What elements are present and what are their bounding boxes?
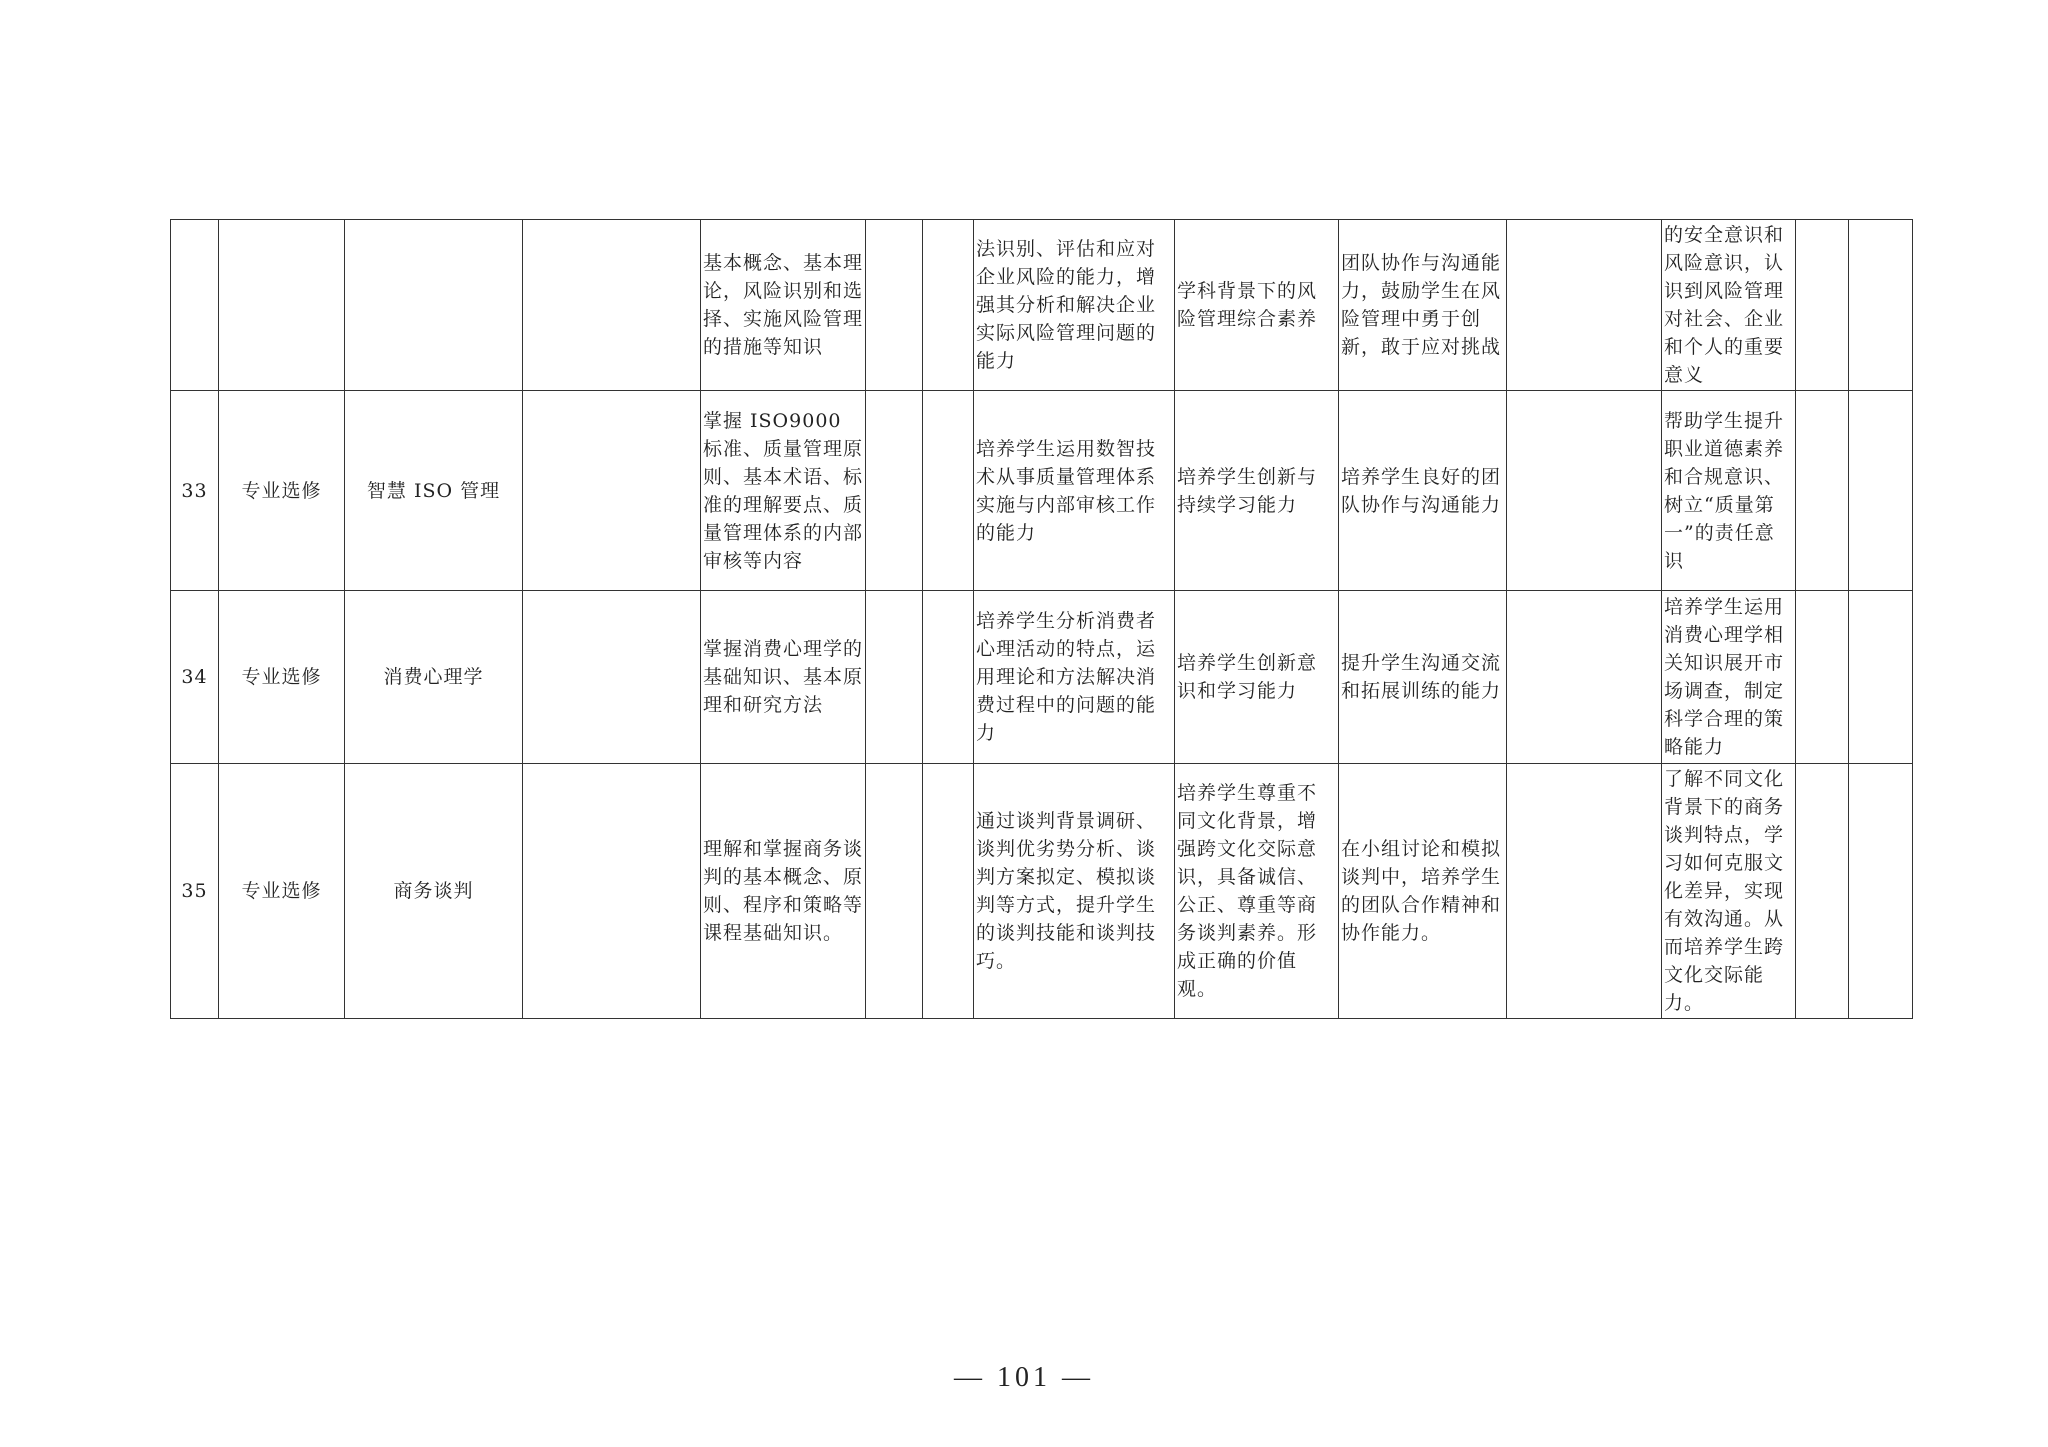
empty-cell: [1849, 591, 1913, 764]
course-number-cell: 35: [171, 764, 219, 1019]
course-number-cell: 33: [171, 391, 219, 591]
empty-cell: [1507, 764, 1662, 1019]
course-type-cell: 专业选修: [219, 591, 345, 764]
course-name-cell: 商务谈判: [345, 764, 523, 1019]
empty-cell: [1796, 591, 1849, 764]
table-row: [171, 591, 1913, 764]
table-row: [171, 220, 1913, 391]
empty-cell: [523, 391, 701, 591]
ideology-goal-cell: 帮助学生提升职业道德素养和合规意识、树立“质量第一”的责任意识: [1662, 391, 1796, 591]
quality-goal-cell: 培养学生创新与持续学习能力: [1175, 391, 1339, 591]
course-number-cell: 34: [171, 591, 219, 764]
knowledge-goal-cell: 掌握 ISO9000 标准、质量管理原则、基本术语、标准的理解要点、质量管理体系的内部审核等内容: [701, 391, 866, 591]
empty-cell: [523, 764, 701, 1019]
course-type-cell: 专业选修: [219, 764, 345, 1019]
course-type-cell: 专业选修: [219, 391, 345, 591]
course-number-cell: [171, 220, 219, 391]
teamwork-goal-cell: 在小组讨论和模拟谈判中，培养学生的团队合作精神和协作能力。: [1339, 764, 1507, 1019]
empty-cell: [1507, 220, 1662, 391]
ability-goal-cell: 法识别、评估和应对企业风险的能力，增强其分析和解决企业实际风险管理问题的能力: [974, 220, 1175, 391]
teamwork-goal-cell: 团队协作与沟通能力，鼓励学生在风险管理中勇于创新，敢于应对挑战: [1339, 220, 1507, 391]
course-type-cell: [219, 220, 345, 391]
table-row: [171, 391, 1913, 591]
quality-goal-cell: 培养学生创新意识和学习能力: [1175, 591, 1339, 764]
empty-cell: [1849, 764, 1913, 1019]
empty-cell: [1507, 591, 1662, 764]
empty-cell: [866, 391, 923, 591]
course-table: [170, 219, 1913, 1019]
empty-cell: [866, 591, 923, 764]
empty-cell: [1796, 764, 1849, 1019]
ability-goal-cell: 培养学生运用数智技术从事质量管理体系实施与内部审核工作的能力: [974, 391, 1175, 591]
empty-cell: [923, 391, 974, 591]
empty-cell: [523, 220, 701, 391]
ideology-goal-cell: 的安全意识和风险意识，认识到风险管理对社会、企业和个人的重要意义: [1662, 220, 1796, 391]
knowledge-goal-cell: 理解和掌握商务谈判的基本概念、原则、程序和策略等课程基础知识。: [701, 764, 866, 1019]
empty-cell: [923, 220, 974, 391]
empty-cell: [1507, 391, 1662, 591]
empty-cell: [866, 764, 923, 1019]
ideology-goal-cell: 培养学生运用消费心理学相关知识展开市场调查，制定科学合理的策略能力: [1662, 591, 1796, 764]
quality-goal-cell: 培养学生尊重不同文化背景，增强跨文化交际意识，具备诚信、公正、尊重等商务谈判素养。形成正确的价值观。: [1175, 764, 1339, 1019]
course-name-cell: 消费心理学: [345, 591, 523, 764]
page-number: — 101 —: [954, 1362, 1094, 1393]
empty-cell: [923, 764, 974, 1019]
teamwork-goal-cell: 培养学生良好的团队协作与沟通能力: [1339, 391, 1507, 591]
ability-goal-cell: 通过谈判背景调研、谈判优劣势分析、谈判方案拟定、模拟谈判等方式，提升学生的谈判技能和谈判技巧。: [974, 764, 1175, 1019]
course-name-cell: 智慧 ISO 管理: [345, 391, 523, 591]
knowledge-goal-cell: 掌握消费心理学的基础知识、基本原理和研究方法: [701, 591, 866, 764]
empty-cell: [523, 591, 701, 764]
empty-cell: [1849, 391, 1913, 591]
course-name-cell: [345, 220, 523, 391]
ability-goal-cell: 培养学生分析消费者心理活动的特点，运用理论和方法解决消费过程中的问题的能力: [974, 591, 1175, 764]
quality-goal-cell: 学科背景下的风险管理综合素养: [1175, 220, 1339, 391]
empty-cell: [1849, 220, 1913, 391]
knowledge-goal-cell: 基本概念、基本理论，风险识别和选择、实施风险管理的措施等知识: [701, 220, 866, 391]
table-row: [171, 764, 1913, 1019]
ideology-goal-cell: 了解不同文化背景下的商务谈判特点，学习如何克服文化差异，实现有效沟通。从而培养学生跨文化交际能力。: [1662, 764, 1796, 1019]
teamwork-goal-cell: 提升学生沟通交流和拓展训练的能力: [1339, 591, 1507, 764]
empty-cell: [923, 591, 974, 764]
empty-cell: [1796, 220, 1849, 391]
empty-cell: [866, 220, 923, 391]
empty-cell: [1796, 391, 1849, 591]
